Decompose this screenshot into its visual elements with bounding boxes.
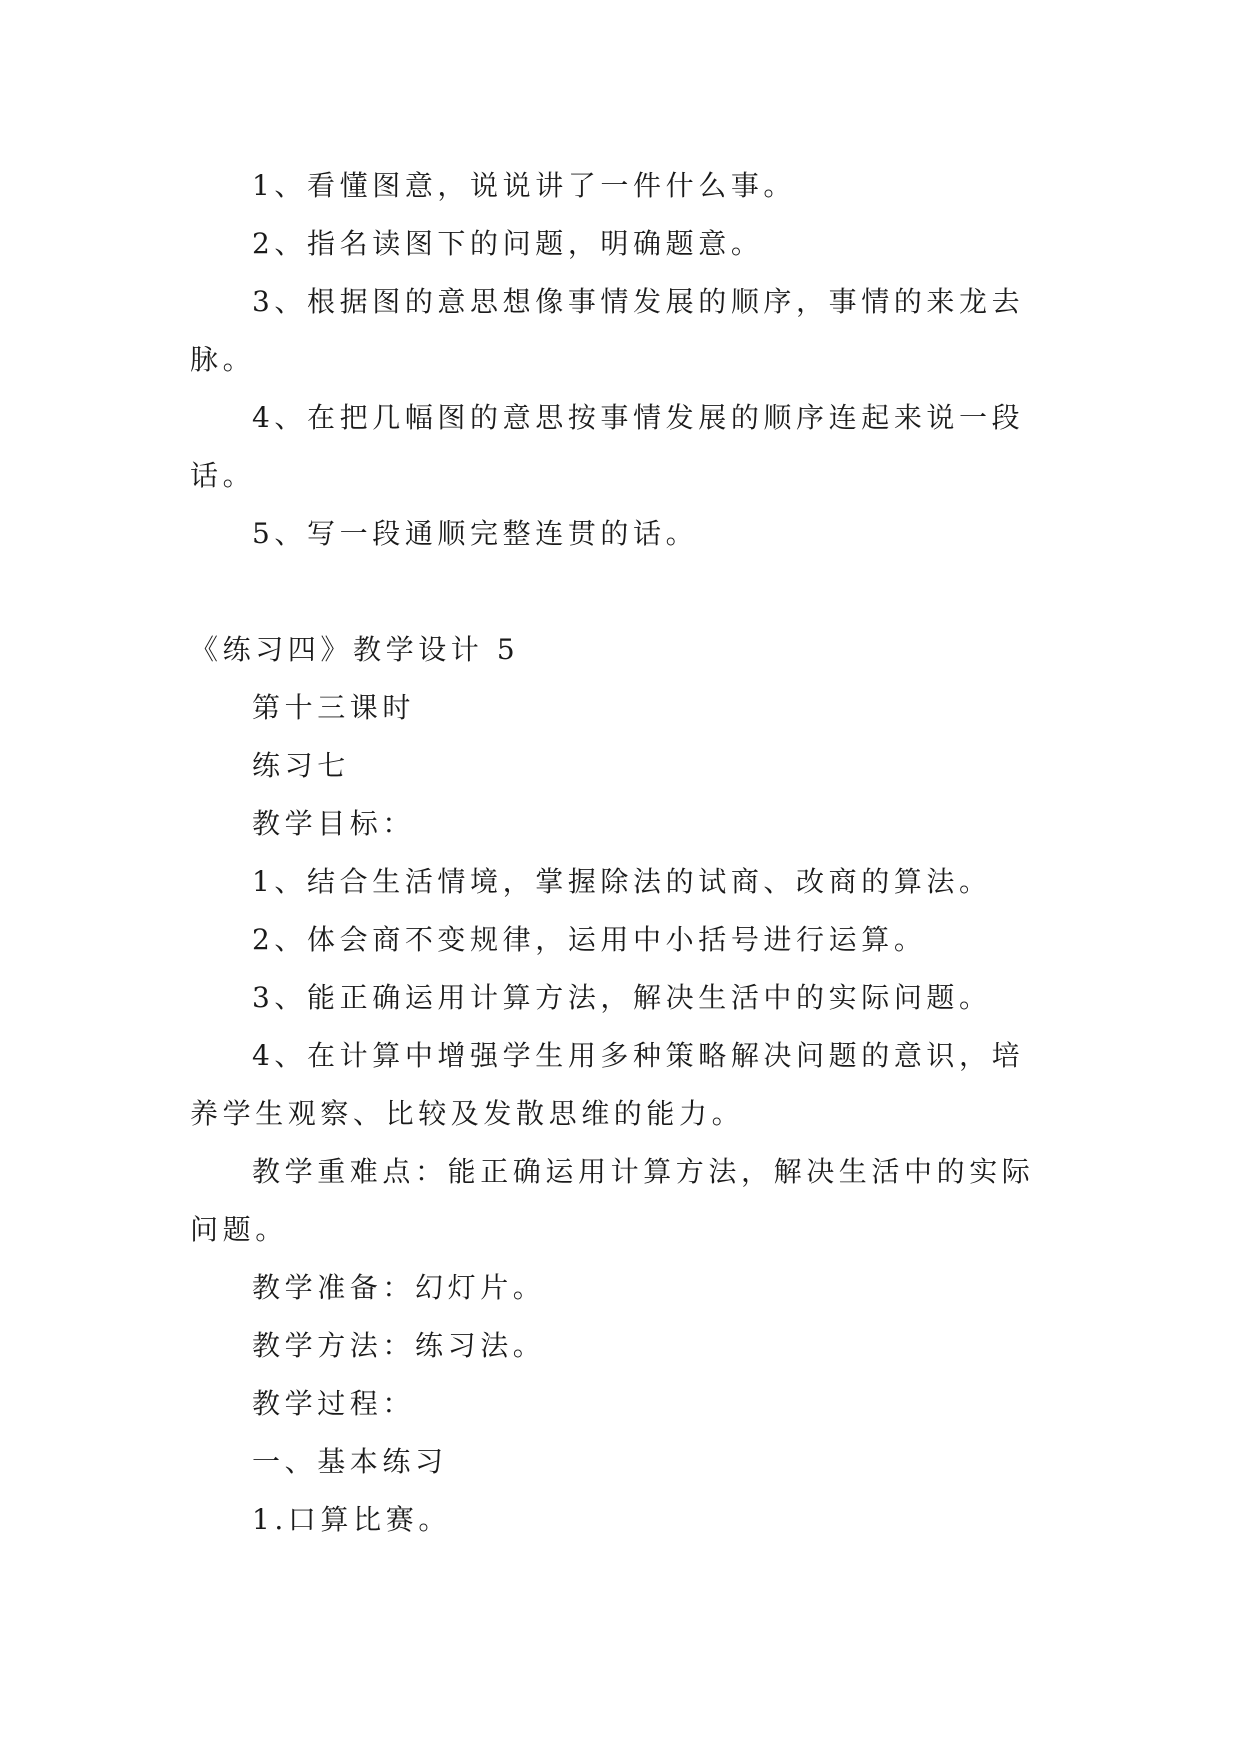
section-title: 《练习四》教学设计 5 <box>190 633 520 666</box>
teaching-process-heading: 教学过程： <box>252 1387 416 1420</box>
lesson-name: 练习七 <box>252 749 350 782</box>
step-5-text: 5、写一段通顺完整连贯的话。 <box>252 517 699 550</box>
objective-3: 3、能正确运用计算方法，解决生活中的实际问题。 <box>252 981 992 1014</box>
step-1-text: 1、看懂图意，说说讲了一件什么事。 <box>252 169 797 202</box>
step-3-continuation: 脉。 <box>190 343 256 376</box>
step-4-continuation: 话。 <box>190 459 256 492</box>
step-2-text: 2、指名读图下的问题，明确题意。 <box>252 227 764 260</box>
lesson-number: 第十三课时 <box>252 691 416 724</box>
objectives-heading: 教学目标： <box>252 807 416 840</box>
basic-practice-heading: 一、基本练习 <box>252 1445 448 1478</box>
key-difficulties: 教学重难点：能正确运用计算方法，解决生活中的实际 <box>252 1155 1035 1188</box>
objective-4-continuation: 养学生观察、比较及发散思维的能力。 <box>190 1097 745 1130</box>
teaching-method: 教学方法：练习法。 <box>252 1329 546 1362</box>
objective-4: 4、在计算中增强学生用多种策略解决问题的意识，培 <box>252 1039 1025 1072</box>
objective-1: 1、结合生活情境，掌握除法的试商、改商的算法。 <box>252 865 992 898</box>
oral-calculation-item: 1.口算比赛。 <box>252 1503 451 1536</box>
step-3-text: 3、根据图的意思想像事情发展的顺序，事情的来龙去 <box>252 285 1025 318</box>
objective-2: 2、体会商不变规律，运用中小括号进行运算。 <box>252 923 927 956</box>
key-difficulties-continuation: 问题。 <box>190 1213 288 1246</box>
step-4-text: 4、在把几幅图的意思按事情发展的顺序连起来说一段 <box>252 401 1025 434</box>
teaching-preparation: 教学准备：幻灯片。 <box>252 1271 546 1304</box>
